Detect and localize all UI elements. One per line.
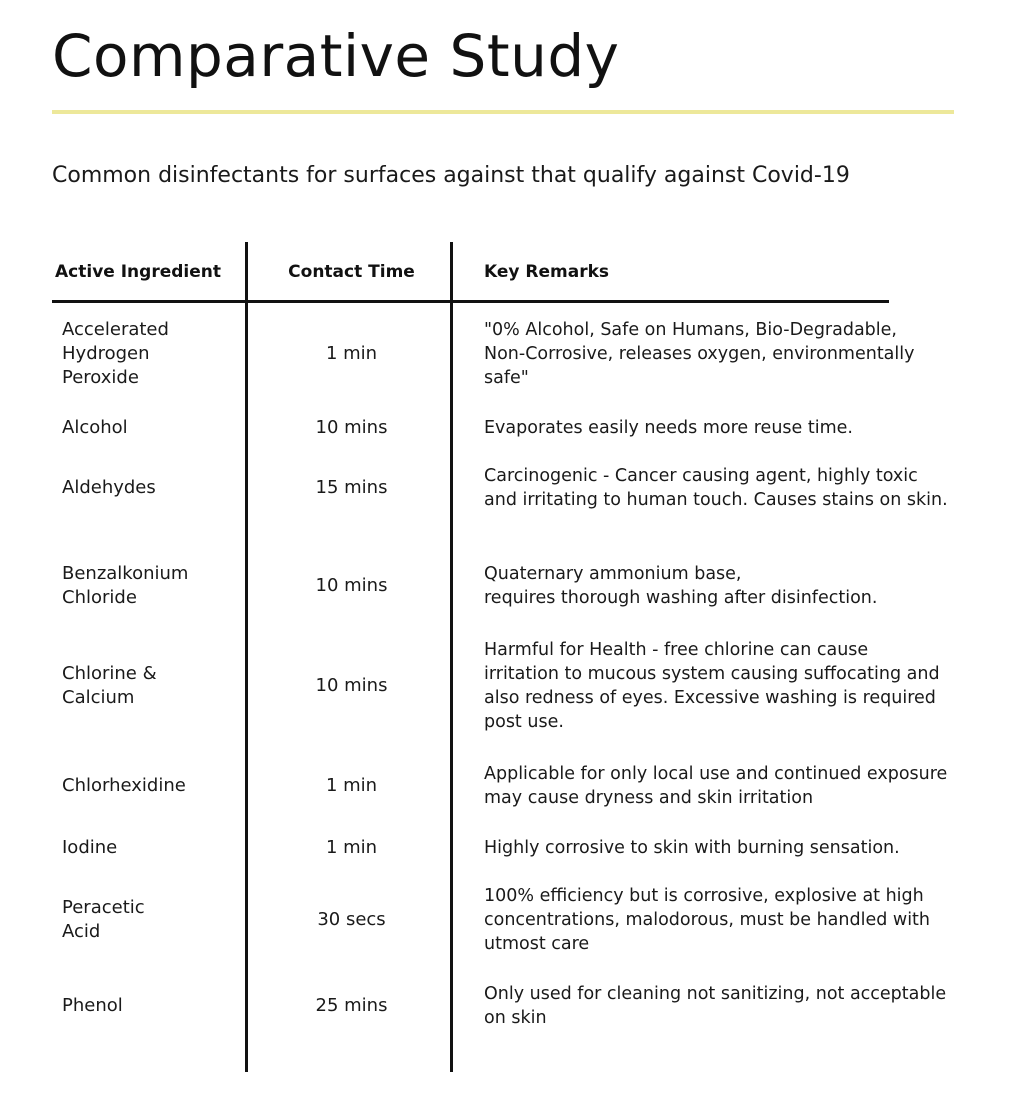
key-remarks-cell-line: safe" xyxy=(484,368,529,388)
key-remarks-cell xyxy=(484,314,979,394)
key-remarks-cell-line: Quaternary ammonium base, xyxy=(484,564,742,584)
ingredient-cell-line: Chlorine & xyxy=(62,663,157,684)
key-remarks-cell-line: requires thorough washing after disinfection. xyxy=(484,588,878,608)
contact-time-cell: 10 mins xyxy=(315,675,388,696)
key-remarks-cell xyxy=(484,408,979,448)
ingredient-cell xyxy=(62,556,242,616)
key-remarks-cell-line: Evaporates easily needs more reuse time. xyxy=(484,418,853,438)
contact-time-cell: 1 min xyxy=(325,343,378,364)
ingredient-cell-line: Chloride xyxy=(62,587,137,608)
ingredient-cell-line: Hydrogen xyxy=(62,343,150,364)
ingredient-cell-line: Iodine xyxy=(62,837,118,858)
key-remarks-cell-line: post use. xyxy=(484,712,564,732)
ingredient-cell xyxy=(62,880,242,960)
key-remarks-cell xyxy=(484,756,979,816)
key-remarks-cell xyxy=(484,880,979,960)
header-active-ingredient: Active Ingredient xyxy=(55,262,221,282)
key-remarks-cell xyxy=(484,556,979,616)
column-divider-1 xyxy=(245,242,248,1072)
ingredient-cell xyxy=(62,636,242,736)
contact-time-cell: 30 secs xyxy=(317,909,386,930)
title-underline xyxy=(52,110,954,114)
key-remarks-cell-line: utmost care xyxy=(484,934,590,954)
key-remarks-cell-line: concentrations, malodorous, must be handled with xyxy=(484,910,931,930)
contact-time-cell: 10 mins xyxy=(315,417,388,438)
key-remarks-cell xyxy=(484,976,979,1036)
key-remarks-cell-line: Only used for cleaning not sanitizing, not acceptable xyxy=(484,984,947,1004)
ingredient-cell-line: Chlorhexidine xyxy=(62,775,186,796)
header-divider xyxy=(52,300,889,303)
ingredient-cell-line: Alcohol xyxy=(62,417,128,438)
page-title: Comparative Study xyxy=(52,22,620,90)
key-remarks-cell xyxy=(484,458,979,518)
ingredient-cell xyxy=(62,458,242,518)
ingredient-cell-line: Benzalkonium xyxy=(62,563,189,584)
ingredient-cell-line: Peroxide xyxy=(62,367,139,388)
contact-time-cell: 15 mins xyxy=(315,477,388,498)
key-remarks-cell-line: may cause dryness and skin irritation xyxy=(484,788,814,808)
key-remarks-cell-line: Applicable for only local use and continued exposure xyxy=(484,764,948,784)
ingredient-cell-line: Calcium xyxy=(62,687,135,708)
key-remarks-cell-line: Harmful for Health - free chlorine can cause xyxy=(484,640,869,660)
ingredient-cell xyxy=(62,408,242,448)
key-remarks-cell-line: also redness of eyes. Excessive washing is required xyxy=(484,688,936,708)
ingredient-cell xyxy=(62,314,242,394)
header-key-remarks: Key Remarks xyxy=(484,262,610,282)
key-remarks-cell-line: irritation to mucous system causing suffocating and xyxy=(484,664,940,684)
key-remarks-cell-line: Carcinogenic - Cancer causing agent, highly toxic xyxy=(484,466,918,486)
key-remarks-cell xyxy=(484,828,979,868)
key-remarks-cell-line: and irritating to human touch. Causes stains on skin. xyxy=(484,490,948,510)
page-subtitle: Common disinfectants for surfaces against that qualify against Covid-19 xyxy=(52,163,850,188)
ingredient-cell-line: Peracetic xyxy=(62,897,145,918)
key-remarks-cell-line: Highly corrosive to skin with burning sensation. xyxy=(484,838,900,858)
contact-time-cell: 25 mins xyxy=(315,995,388,1016)
ingredient-cell-line: Acid xyxy=(62,921,101,942)
key-remarks-cell xyxy=(484,636,979,736)
contact-time-cell: 10 mins xyxy=(315,575,388,596)
ingredient-cell xyxy=(62,756,242,816)
ingredient-cell-line: Aldehydes xyxy=(62,477,156,498)
header-contact-time: Contact Time xyxy=(288,262,415,282)
contact-time-cell: 1 min xyxy=(325,837,378,858)
key-remarks-cell-line: "0% Alcohol, Safe on Humans, Bio-Degradable, xyxy=(484,320,897,340)
column-divider-2 xyxy=(450,242,453,1072)
contact-time-cell: 1 min xyxy=(325,775,378,796)
ingredient-cell-line: Phenol xyxy=(62,995,123,1016)
ingredient-cell xyxy=(62,976,242,1036)
key-remarks-cell-line: 100% efficiency but is corrosive, explosive at high xyxy=(484,886,924,906)
key-remarks-cell-line: Non-Corrosive, releases oxygen, environmentally xyxy=(484,344,915,364)
key-remarks-cell-line: on skin xyxy=(484,1008,547,1028)
ingredient-cell xyxy=(62,828,242,868)
ingredient-cell-line: Accelerated xyxy=(62,319,169,340)
